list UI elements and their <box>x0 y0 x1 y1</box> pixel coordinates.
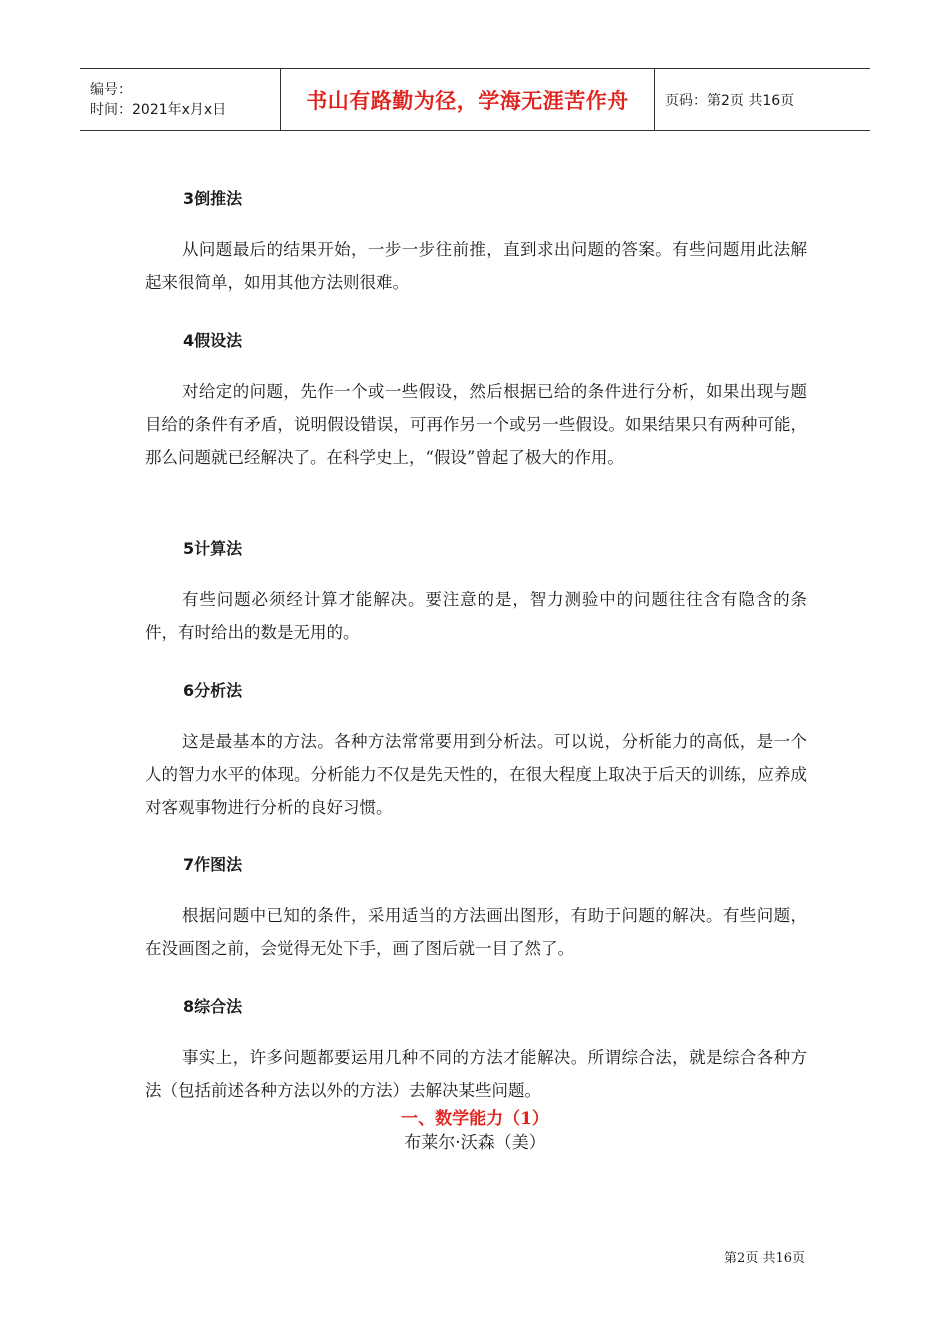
section-title: 7作图法 <box>183 855 243 874</box>
section-title: 4假设法 <box>183 331 243 350</box>
page-footer: 第2页 共16页 <box>724 1251 805 1266</box>
section-paragraph: 事实上，许多问题都要运用几种不同的方法才能解决。所谓综合法，就是综合各种方法（包括前述各种方法以外的方法）去解决某些问题。 <box>145 1048 807 1100</box>
header-motto <box>281 69 655 130</box>
section-paragraph: 有些问题必须经计算才能解决。要注意的是，智力测验中的问题往往含有隐含的条件，有时给出的数是无用的。 <box>145 590 807 642</box>
header-date-label: 时间：2021年x月x日 <box>90 101 227 118</box>
page-header <box>80 68 870 131</box>
section-paragraph: 从问题最后的结果开始，一步一步往前推，直到求出问题的答案。有些问题用此法解起来很简单，如用其他方法则很难。 <box>145 240 807 292</box>
section-paragraph: 对给定的问题，先作一个或一些假设，然后根据已给的条件进行分析，如果出现与题目给的条件有矛盾，说明假设错误，可再作另一个或另一些假设。如果结果只有两种可能，那么问题就已经解决了。在科学史上，“假设”曾起了极大的作用。 <box>145 382 807 467</box>
section-title: 3倒推法 <box>183 189 243 208</box>
header-motto-text: 书山有路勤为径，学海无涯苦作舟 <box>306 87 629 113</box>
chapter-author: 布莱尔·沃森（美） <box>404 1133 546 1153</box>
header-number-label: 编号： <box>90 81 132 98</box>
header-meta <box>80 69 281 130</box>
section-paragraph: 这是最基本的方法。各种方法常常要用到分析法。可以说，分析能力的高低，是一个人的智力水平的体现。分析能力不仅是先天性的，在很大程度上取决于后天的训练，应养成对客观事物进行分析的良好习惯。 <box>145 732 807 817</box>
header-page-info <box>655 69 870 130</box>
section-title: 8综合法 <box>183 997 243 1016</box>
chapter-title: 一、数学能力（1） <box>401 1109 549 1129</box>
section-title: 6分析法 <box>183 681 243 700</box>
section-paragraph: 根据问题中已知的条件，采用适当的方法画出图形，有助于问题的解决。有些问题，在没画图之前，会觉得无处下手，画了图后就一目了然了。 <box>145 906 807 958</box>
section-title: 5计算法 <box>183 539 243 558</box>
header-page-label: 页码：第2页 共16页 <box>665 92 795 109</box>
